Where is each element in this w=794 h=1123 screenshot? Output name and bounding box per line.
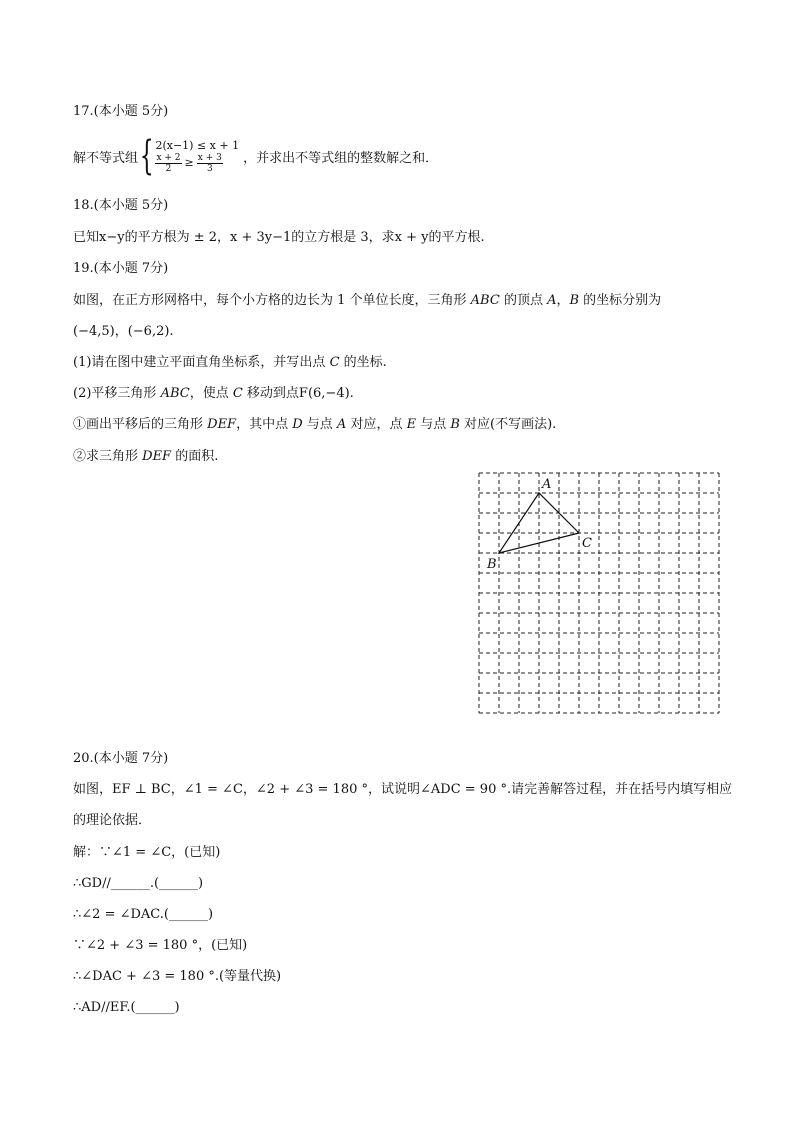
q19-intro: 如图，在正方形网格中，每个小方格的边长为 1 个单位长度，三角形 ABC 的顶点 A，B 的坐标分别为 — [73, 293, 662, 308]
q19-grid-figure — [478, 472, 720, 716]
q17-header: 17.(本小题 5分) — [73, 104, 169, 119]
q20-text-2: 的理论依据． — [73, 813, 152, 828]
q20-text-1: 如图，EF ⊥ BC，∠1 = ∠C，∠2 + ∠3 = 180 °，试说明∠ADC = 90 °.请完善解答过程，并在括号内填写相应 — [73, 782, 733, 797]
q17-inequality-1: 2(x−1) ≤ x + 1 — [155, 138, 240, 152]
vertex-label-b: B — [487, 557, 497, 572]
q17-relation: ≥ — [184, 156, 194, 169]
fraction-numerator: x + 3 — [197, 152, 222, 163]
fraction-denominator: 2 — [165, 163, 172, 174]
q20-step: 解：∵∠1 = ∠C，(已知) — [73, 845, 221, 860]
q17-suffix: ，并求出不等式组的整数解之和． — [243, 150, 439, 166]
q19-part-2: (2)平移三角形 ABC，使点 C 移动到点F(6,−4). — [73, 386, 354, 401]
fraction-numerator: x + 2 — [156, 152, 181, 163]
q18-header: 18.(本小题 5分) — [73, 198, 169, 213]
q17-inequality-system — [73, 134, 438, 178]
q20-step: ∵∠2 + ∠3 = 180 °，(已知) — [73, 938, 248, 953]
q17-inequality-2 — [155, 153, 239, 174]
q19-header: 19.(本小题 7分) — [73, 261, 169, 276]
q19-subpart-1: ①画出平移后的三角形 DEF，其中点 D 与点 A 对应，点 E 与点 B 对应(不写画法). — [73, 417, 557, 432]
q20-step: ∴∠DAC + ∠3 = 180 °.(等量代换) — [73, 969, 282, 984]
q20-step: ∴AD//EF.(______) — [73, 1000, 180, 1015]
q19-part-1: (1)请在图中建立平面直角坐标系，并写出点 C 的坐标. — [73, 355, 387, 370]
vertex-label-c: C — [582, 536, 592, 551]
q17-fraction-2 — [197, 153, 223, 174]
q20-step: ∴∠2 = ∠DAC.(______) — [73, 907, 214, 922]
q20-header: 20.(本小题 7分) — [73, 751, 169, 766]
q17-fraction-1 — [155, 153, 181, 174]
q19-subpart-2: ②求三角形 DEF 的面积. — [73, 449, 219, 464]
q20-step: ∴GD//______.(______) — [73, 876, 204, 891]
fraction-denominator: 3 — [206, 163, 213, 174]
q18-text: 已知x−y的平方根为 ± 2，x + 3y−1的立方根是 3，求x + y的平方根. — [73, 230, 485, 245]
q19-coords: (−4,5)，(−6,2). — [73, 324, 174, 339]
vertex-label-a: A — [542, 477, 552, 492]
brace-icon: { — [139, 133, 154, 179]
q17-prefix: 解不等式组 — [73, 150, 139, 166]
